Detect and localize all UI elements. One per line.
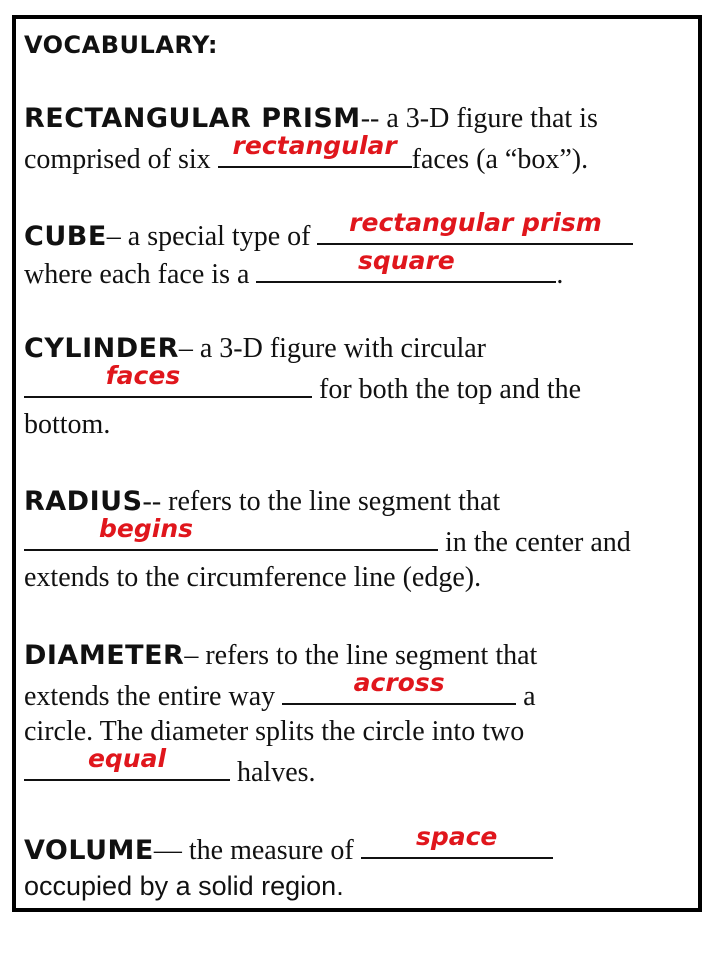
diameter-text-3: a (523, 681, 536, 712)
radius-text-3: extends to the circumference line (edge). (24, 562, 482, 593)
diameter-line-4 (24, 744, 316, 788)
volume-line-1 (24, 822, 553, 866)
volume-term: VOLUME (24, 835, 154, 866)
volume-answer: space (415, 822, 498, 851)
cube-text-2: where each face is a (24, 259, 250, 290)
cylinder-term: CYLINDER (24, 333, 179, 364)
radius-sep: -- (142, 486, 162, 517)
cube-answer-1: rectangular prism (349, 208, 602, 237)
volume-text-1: the measure of (188, 835, 354, 866)
cylinder-text-2: for both the top and the (319, 374, 582, 405)
cube-sep: – (106, 221, 121, 252)
volume-text-2: occupied by a solid region. (24, 871, 344, 901)
rect-prism-line-2 (24, 131, 589, 175)
diameter-text-2: extends the entire way (24, 681, 276, 712)
rect-prism-text-2: comprised of six (24, 144, 211, 175)
radius-line-3 (24, 561, 481, 595)
volume-blank (361, 822, 553, 859)
cylinder-line-3 (24, 408, 110, 442)
rect-prism-blank (218, 131, 412, 168)
cylinder-text-1: a 3-D figure with circular (199, 333, 486, 364)
rect-prism-term: RECTANGULAR PRISM (24, 103, 361, 134)
radius-term: RADIUS (24, 486, 143, 517)
cube-blank-2 (256, 246, 556, 283)
vocabulary-heading (24, 28, 218, 62)
cube-answer-2: square (358, 246, 455, 275)
diameter-text-1: refers to the line segment that (205, 640, 538, 671)
cylinder-sep: – (178, 333, 193, 364)
radius-blank (24, 514, 438, 551)
cylinder-answer: faces (105, 361, 181, 390)
radius-answer: begins (99, 514, 193, 543)
diameter-sep: – (184, 640, 199, 671)
diameter-blank-1 (282, 668, 516, 705)
diameter-answer-1: across (353, 668, 445, 697)
diameter-text-5: halves. (237, 757, 316, 788)
cube-term: CUBE (24, 221, 107, 252)
cube-text-1: a special type of (127, 221, 311, 252)
heading-text: VOCABULARY: (24, 31, 218, 59)
volume-line-2 (24, 869, 344, 903)
diameter-blank-2 (24, 744, 230, 781)
diameter-term: DIAMETER (24, 640, 185, 671)
rect-prism-text-1: a 3-D figure that is (386, 103, 598, 134)
radius-line-2 (24, 514, 631, 558)
rect-prism-sep: -- (360, 103, 380, 134)
cylinder-blank (24, 361, 312, 398)
cube-text-3: . (556, 259, 564, 290)
cube-line-2 (24, 246, 564, 290)
radius-text-1: refers to the line segment that (168, 486, 501, 517)
cylinder-text-3: bottom. (24, 409, 111, 440)
cylinder-line-2 (24, 361, 582, 405)
cube-blank-1 (317, 208, 633, 245)
diameter-line-2 (24, 668, 536, 712)
radius-text-2: in the center and (445, 527, 631, 558)
rect-prism-answer: rectangular (232, 131, 397, 160)
diameter-text-4: circle. The diameter splits the circle into two (24, 716, 525, 747)
volume-sep: — (153, 835, 182, 866)
rect-prism-text-3: faces (a “box”). (411, 144, 589, 175)
diameter-answer-2: equal (87, 744, 167, 773)
